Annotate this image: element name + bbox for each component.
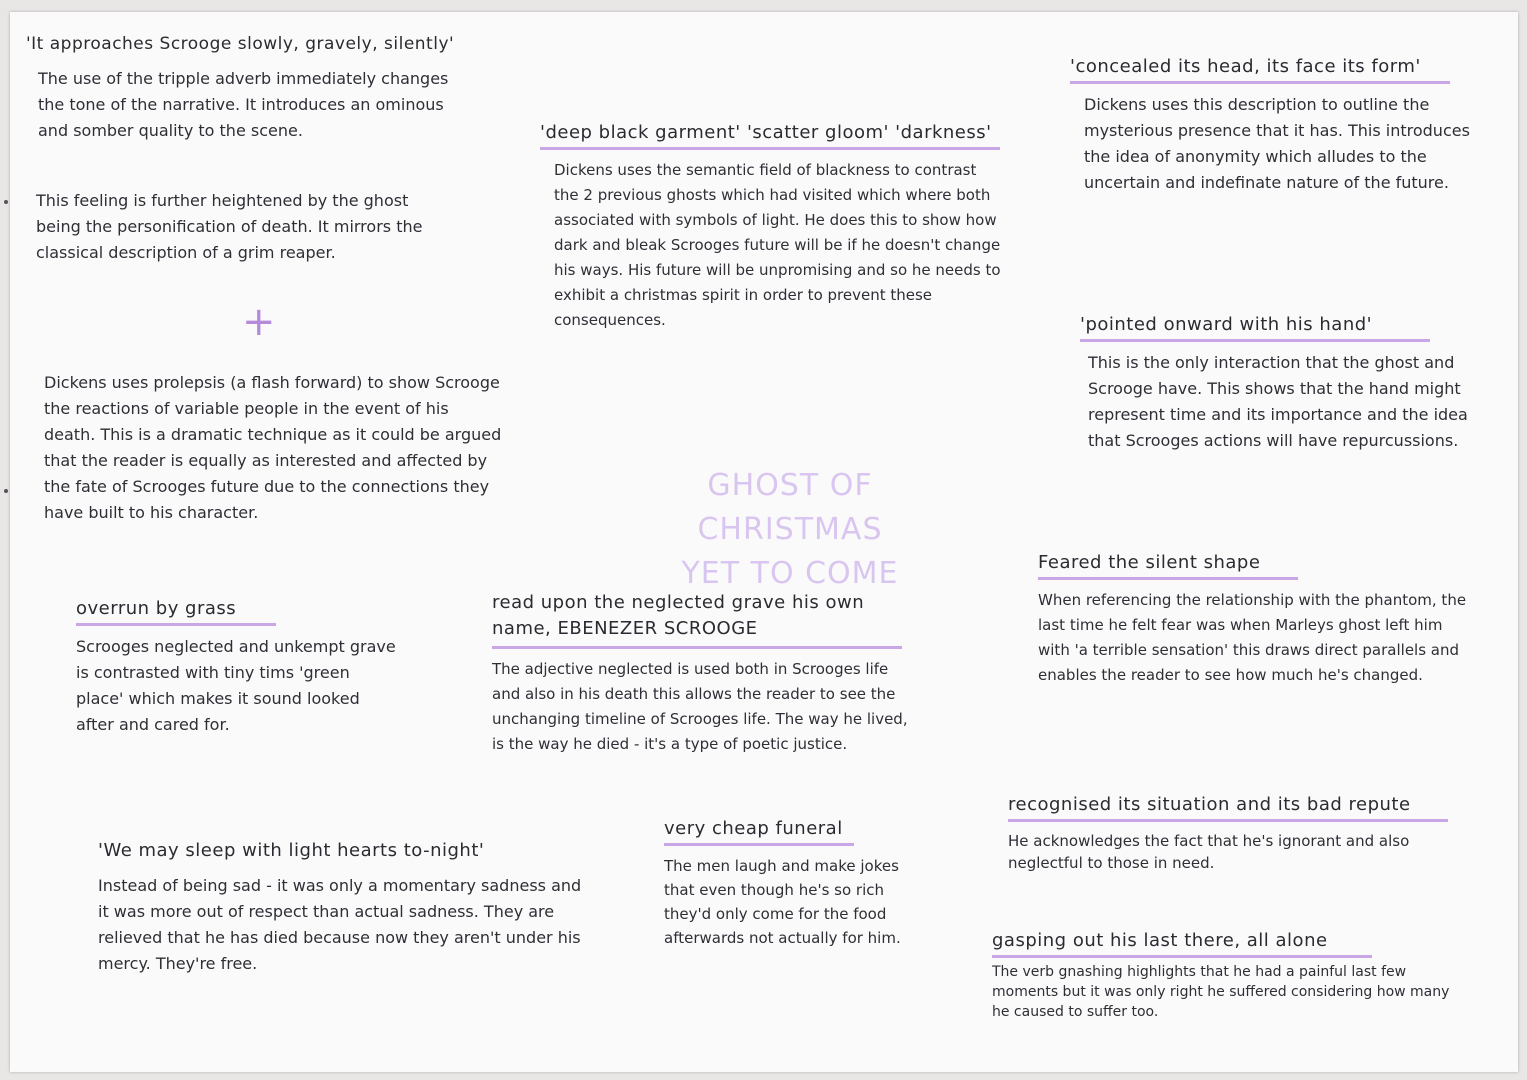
note-funeral	[664, 818, 944, 950]
page-title	[610, 464, 970, 596]
note-heading: 'We may sleep with light hearts to-night'	[98, 840, 485, 861]
note-pointed	[1080, 314, 1500, 454]
note-concealed	[1070, 56, 1490, 196]
note-body: Instead of being sad - it was only a momentary sadness and it was more out of respect than actual sadness. They are relieved that he has died because now they aren't under his mercy. They're free.	[98, 876, 582, 973]
note-heading: 'concealed its head, its face its form'	[1070, 56, 1450, 84]
note-body: Scrooges neglected and unkempt grave is contrasted with tiny tims 'green place' which makes it sound looked after and cared for.	[76, 637, 396, 734]
note-body: He acknowledges the fact that he's ignorant and also neglectful to those in need.	[1008, 832, 1410, 872]
note-recognised	[1008, 794, 1488, 874]
note-overrun	[76, 598, 416, 738]
title-line-1: GHOST OF CHRISTMAS	[697, 468, 883, 547]
note-body: When referencing the relationship with the phantom, the last time he felt fear was when Marleys ghost left him with 'a terrible sensation' this draws direct parallels and enables the reader to see how much he's changed.	[1038, 591, 1467, 684]
note-sleep	[98, 840, 598, 977]
margin-dot	[4, 489, 8, 493]
note-body: This feeling is further heightened by the ghost being the personification of death. It mirrors the classical description of a grim reaper.	[36, 191, 423, 262]
note-body: The adjective neglected is used both in Scrooges life and also in his death this allows the reader to see the unchanging timeline of Scrooges life. The way he lived, is the way he died - it's a type of poetic justice.	[492, 660, 908, 753]
note-body: The use of the tripple adverb immediately changes the tone of the narrative. It introduces an ominous and somber quality to the scene.	[38, 69, 449, 140]
plus-symbol: +	[242, 299, 276, 345]
note-body: The men laugh and make jokes that even though he's so rich they'd only come for the food afterwards not actually for him.	[664, 857, 901, 947]
note-body: This is the only interaction that the ghost and Scrooge have. This shows that the hand might represent time and its importance and the idea that Scrooges actions will have repurcussions.	[1088, 353, 1468, 450]
margin-dot	[4, 200, 8, 204]
note-heading: very cheap funeral	[664, 818, 854, 846]
note-body: Dickens uses this description to outline the mysterious presence that it has. This introduces the idea of anonymity which alludes to the uncertain and indefinate nature of the future.	[1084, 95, 1470, 192]
note-gasping	[992, 930, 1472, 1022]
note-heading: 'It approaches Scrooge slowly, gravely, silently'	[26, 34, 455, 54]
note-feeling	[36, 180, 456, 266]
note-heading: 'deep black garment' 'scatter gloom' 'darkness'	[540, 122, 1000, 150]
note-approaches	[26, 34, 466, 144]
note-feared	[1038, 552, 1478, 688]
note-garment	[540, 122, 1020, 333]
note-sheet	[10, 12, 1518, 1072]
note-body: The verb gnashing highlights that he had a painful last few moments but it was only right he suffered considering how many he caused to suffer too.	[992, 964, 1450, 1020]
note-prolepsis	[44, 362, 504, 526]
note-body: Dickens uses prolepsis (a flash forward) to show Scrooge the reactions of variable people in the event of his death. This is a dramatic technique as it could be argued that the reader is equally as interested and affected by the fate of Scrooges future due to the connections they have built to his character.	[44, 373, 502, 522]
title-line-2: YET TO COME	[681, 556, 899, 591]
note-heading: Feared the silent shape	[1038, 552, 1298, 580]
note-heading: gasping out his last there, all alone	[992, 930, 1372, 958]
note-body: Dickens uses the semantic field of blackness to contrast the 2 previous ghosts which had visited which where both associated with symbols of light. He does this to show how dark and bleak Scrooges future will be if he doesn't change his ways. His future will be unpromising and so he needs to exhibit a christmas spirit in order to prevent these consequences.	[554, 161, 1001, 329]
note-heading: 'pointed onward with his hand'	[1080, 314, 1430, 342]
note-heading: overrun by grass	[76, 598, 276, 626]
note-heading: read upon the neglected grave his own name, EBENEZER SCROOGE	[492, 590, 902, 649]
note-heading: recognised its situation and its bad repute	[1008, 794, 1448, 822]
note-read-upon	[492, 590, 922, 757]
